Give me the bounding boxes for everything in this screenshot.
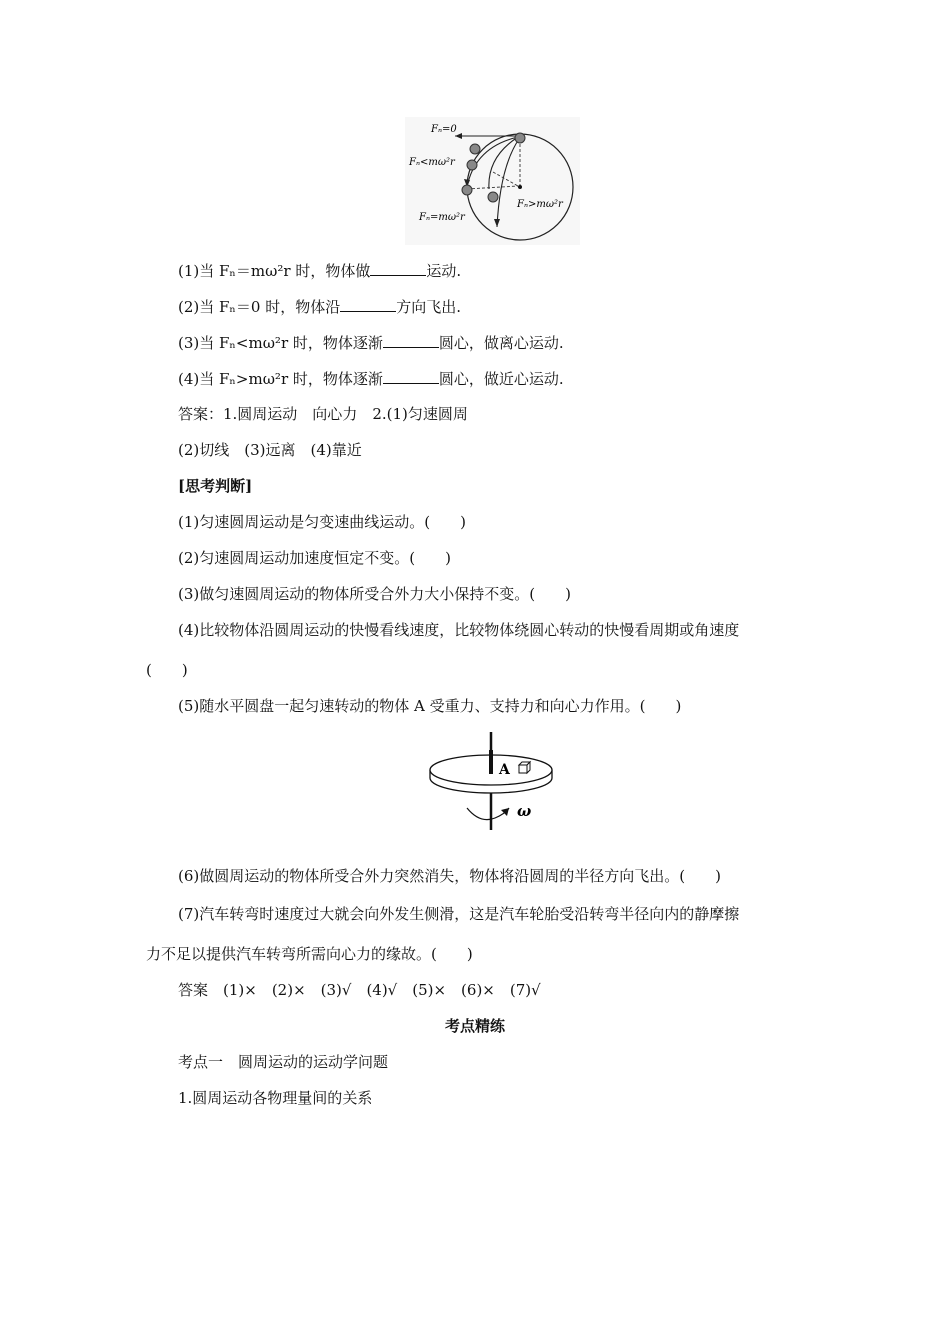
- answer-key: 答案 (1)× (2)× (3)√ (4)√ (5)× (6)× (7)√: [178, 981, 541, 999]
- judge-item-7-cont: 力不足以提供汽车转弯所需向心力的缘故。( ): [146, 945, 473, 963]
- section-title: 考点精练: [444, 1017, 505, 1035]
- ball: [470, 144, 480, 154]
- judge-item-4: (4)比较物体沿圆周运动的快慢看线速度，比较物体绕圆心转动的快慢看周期或角速度: [178, 621, 740, 639]
- judge-item-6: (6)做圆周运动的物体所受合外力突然消失，物体将沿圆周的半径方向飞出。( ): [178, 867, 721, 885]
- answer-blank: [370, 260, 426, 276]
- answer-blank: [383, 368, 439, 384]
- rotating-disk-diagram: [425, 730, 560, 832]
- topic-heading: 考点一 圆周运动的运动学问题: [178, 1053, 389, 1071]
- label-fn-equal: Fₙ=mω²r: [419, 212, 465, 223]
- topic-item-1: 1.圆周运动各物理量间的关系: [178, 1089, 373, 1107]
- answer-line-2: (2)切线 (3)远离 (4)靠近: [178, 441, 362, 459]
- question-2: (2)当 Fₙ＝0 时，物体沿 方向飞出.: [178, 298, 462, 316]
- label-fn-less: Fₙ<mω²r: [409, 157, 455, 168]
- judge-item-7: (7)汽车转弯时速度过大就会向外发生侧滑，这是汽车轮胎受沿转弯半径向内的静摩擦: [178, 905, 740, 923]
- judge-item-3: (3)做匀速圆周运动的物体所受合外力大小保持不变。( ): [178, 585, 571, 603]
- label-omega: ω: [517, 802, 532, 820]
- label-a: A: [499, 762, 510, 778]
- judge-item-1: (1)匀速圆周运动是匀变速曲线运动。( ): [178, 513, 466, 531]
- question-4: (4)当 Fₙ>mω²r 时，物体逐渐 圆心，做近心运动.: [178, 370, 564, 388]
- centrifugal-diagram: [405, 117, 580, 245]
- label-fn-greater: Fₙ>mω²r: [517, 199, 563, 210]
- judge-item-5: (5)随水平圆盘一起匀速转动的物体 A 受重力、支持力和向心力作用。( ): [178, 697, 682, 715]
- question-3: (3)当 Fₙ<mω²r 时，物体逐渐 圆心，做离心运动.: [178, 334, 564, 352]
- ball: [488, 192, 498, 202]
- answer-blank: [383, 332, 439, 348]
- label-fn0: Fₙ=0: [431, 124, 457, 135]
- ball: [467, 160, 477, 170]
- block-a: [519, 762, 530, 773]
- question-1: (1)当 Fₙ＝mω²r 时，物体做 运动.: [178, 262, 462, 280]
- answer-blank: [340, 296, 396, 312]
- answer-line-1: 答案：1.圆周运动 向心力 2.(1)匀速圆周: [178, 405, 468, 423]
- section-heading-think: [思考判断]: [178, 477, 253, 495]
- ball: [462, 185, 472, 195]
- judge-item-4-cont: ( ): [146, 661, 188, 679]
- ball: [515, 133, 525, 143]
- judge-item-2: (2)匀速圆周运动加速度恒定不变。( ): [178, 549, 451, 567]
